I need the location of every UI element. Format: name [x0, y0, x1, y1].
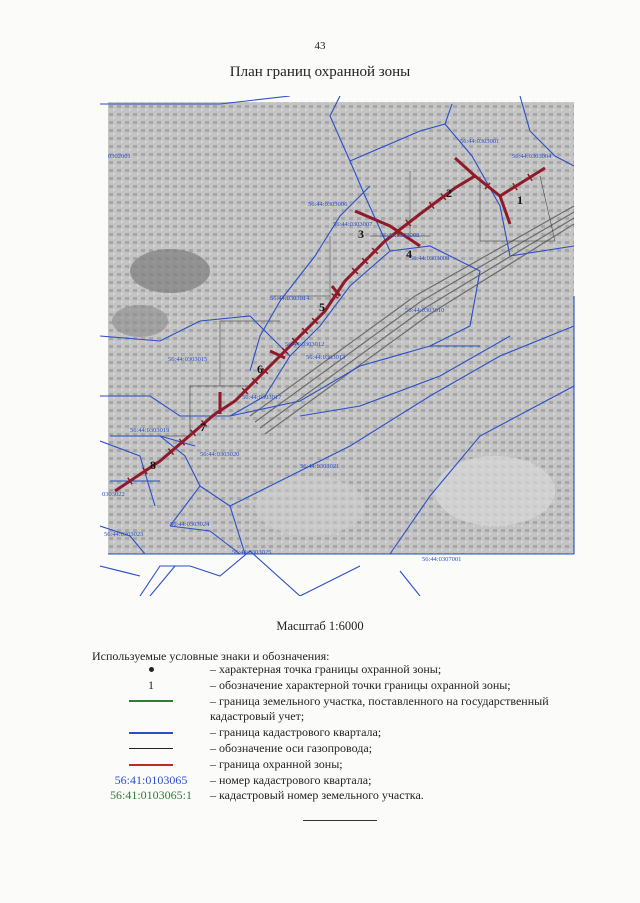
legend-description: – граница кадастрового квартала;	[210, 725, 382, 740]
point-label-8: 8	[150, 458, 156, 472]
point-label-1: 1	[517, 193, 523, 207]
quarter-label: 56:44:0303009	[410, 255, 450, 262]
legend-title: Используемые условные знаки и обозначения:	[92, 649, 330, 663]
legend	[92, 662, 612, 804]
quarter-label: 56:44:0303008	[380, 232, 420, 239]
point-label-2: 2	[446, 186, 452, 200]
legend-item	[92, 757, 612, 773]
point-marker-icon	[149, 667, 154, 672]
page-number: 43	[314, 40, 326, 52]
line-swatch-icon	[129, 764, 173, 766]
point-label-6: 6	[257, 362, 263, 376]
legend-item	[92, 662, 612, 678]
legend-symbol-text: 1	[148, 677, 154, 692]
legend-description: – граница земельного участка, поставленного на государственный кадастровый учет;	[210, 693, 549, 724]
point-label-3: 3	[358, 227, 364, 241]
legend-item	[92, 725, 612, 741]
footer-rule	[303, 820, 377, 821]
legend-item	[92, 678, 612, 694]
quarter-label: 56:44:0303001	[460, 138, 500, 145]
legend-symbol	[92, 678, 210, 694]
legend-symbol	[92, 757, 210, 773]
line-swatch-icon	[129, 700, 173, 702]
point-label-5: 5	[319, 300, 325, 314]
legend-symbol	[92, 741, 210, 757]
legend-description: – номер кадастрового квартала;	[210, 772, 372, 787]
quarter-label: 56:44:0303010	[405, 307, 445, 314]
line-swatch-icon	[129, 748, 173, 749]
quarter-label: 56:44:0303023	[104, 531, 144, 538]
legend-symbol-text: 56:41:0103065	[114, 772, 188, 787]
quarter-label: 56:44:0303025	[232, 549, 272, 556]
quarter-label: 56:44:0303004	[512, 153, 552, 160]
legend-description: – характерная точка границы охранной зоны;	[210, 662, 442, 676]
legend-symbol-text: 56:41:0103065:1	[109, 788, 192, 803]
page-title: План границ охранной зоны	[229, 64, 411, 80]
legend-description: – обозначение оси газопровода;	[210, 740, 373, 755]
quarter-label: 56:44:0303024	[170, 521, 210, 528]
quarter-label: 56:44:0303021	[300, 463, 340, 470]
legend-symbol	[92, 694, 210, 710]
protection-zone-map	[100, 96, 580, 596]
point-label-7: 7	[200, 420, 206, 434]
legend-symbol	[92, 662, 210, 678]
quarter-label: 56:44:0303019	[130, 427, 170, 434]
legend-item	[92, 788, 612, 804]
quarter-label: 56:44:0303015	[168, 356, 208, 363]
quarter-label: 56:44:0303020	[200, 451, 240, 458]
quarter-label: 56:44:0303014	[270, 295, 310, 302]
legend-symbol	[92, 725, 210, 741]
legend-item	[92, 773, 612, 789]
quarter-label: 56:44:0303012	[285, 341, 325, 348]
point-label-4: 4	[406, 247, 412, 261]
legend-symbol	[92, 773, 210, 789]
legend-symbol	[92, 788, 210, 804]
map-scale: Масштаб 1:6000	[276, 619, 364, 633]
quarter-label: 56:44:0307001	[422, 556, 462, 563]
quarter-label: 56:44:0303006	[308, 201, 348, 208]
quarter-label: 56:44:0303007	[333, 221, 373, 228]
legend-item	[92, 694, 612, 726]
quarter-label: 0303022	[102, 491, 125, 498]
quarter-label: 56:44:0303013	[306, 354, 346, 361]
quarter-label: 56:44:0303017	[242, 394, 282, 401]
line-swatch-icon	[129, 732, 173, 734]
legend-description: – обозначение характерной точки границы охранной зоны;	[210, 677, 511, 692]
legend-description: – граница охранной зоны;	[210, 756, 343, 771]
legend-item	[92, 741, 612, 757]
legend-description: – кадастровый номер земельного участка.	[210, 788, 424, 803]
quarter-label: 0302001	[108, 153, 131, 160]
